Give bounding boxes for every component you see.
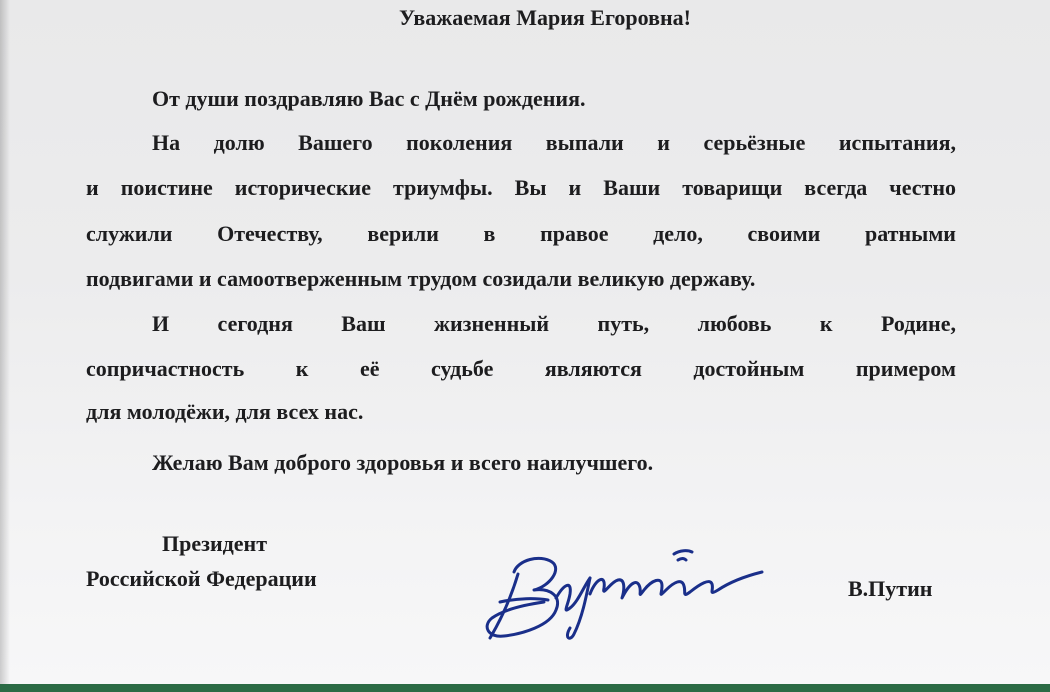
letter-line: подвигами и самоотверженным трудом созидали великую державу.: [86, 266, 756, 291]
page-edge-shadow: [0, 0, 10, 684]
letter-line: и поистине исторические триумфы. Вы и Ваши товарищи всегда честно: [86, 175, 956, 200]
letter-line: служили Отечеству, верили в правое дело, своими ратными: [86, 221, 956, 246]
letter-line: И сегодня Ваш жизненный путь, любовь к Родине,: [152, 311, 956, 336]
letter-line: На долю Вашего поколения выпали и серьёзные испытания,: [152, 130, 956, 155]
signatory-title-line2: Российской Федерации: [86, 566, 317, 591]
signatory-title-line1: Президент: [162, 531, 268, 556]
letter-line: для молодёжи, для всех нас.: [86, 399, 364, 424]
handwritten-signature: [478, 538, 788, 650]
letter-line: Желаю Вам доброго здоровья и всего наилучшего.: [152, 450, 654, 475]
letter-line: От души поздравляю Вас с Днём рождения.: [152, 86, 586, 111]
letter-greeting: Уважаемая Мария Егоровна!: [399, 5, 691, 30]
signatory-name: В.Путин: [848, 576, 933, 601]
letter-line: сопричастность к её судьбе являются достойным примером: [86, 356, 956, 381]
